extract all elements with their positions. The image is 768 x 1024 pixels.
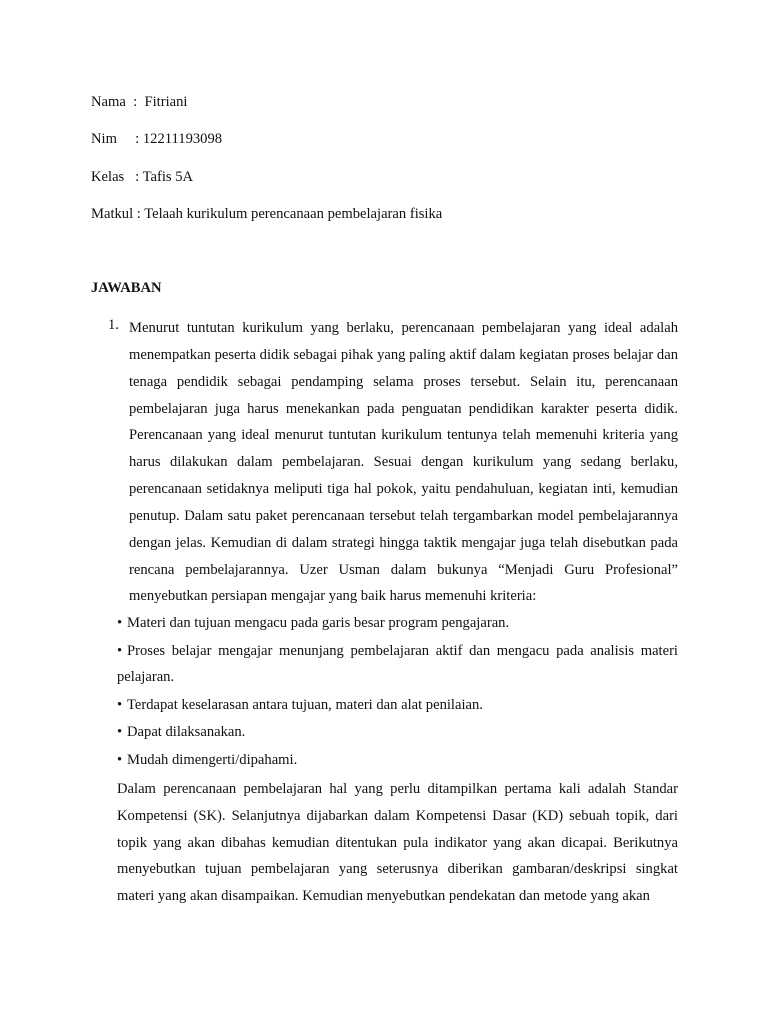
course-line: Matkul : Telaah kurikulum perencanaan pembelajaran fisika xyxy=(91,206,443,222)
bullet-icon: • xyxy=(117,696,123,713)
list-item xyxy=(117,747,678,774)
student-name-line: Nama : Fitriani xyxy=(91,94,188,110)
section-heading: JAWABAN xyxy=(91,280,162,296)
list-item xyxy=(117,638,678,691)
list-item-text: Terdapat keselarasan antara tujuan, materi dan alat penilaian. xyxy=(127,696,483,713)
list-item-text: Dapat dilaksanakan. xyxy=(127,724,246,740)
list-item xyxy=(117,610,678,637)
list-item-text: Proses belajar mengajar menunjang pembelajaran aktif dan mengacu pada analisis materi pelajaran. xyxy=(117,642,678,685)
answer-number: 1. xyxy=(108,317,119,333)
list-item-text: Mudah dimengerti/dipahami. xyxy=(127,751,298,768)
criteria-list xyxy=(117,610,678,774)
answer-paragraph: Menurut tuntutan kurikulum yang berlaku, perencanaan pembelajaran yang ideal adalah menempatkan peserta didik sebagai pihak yang paling aktif dalam kegiatan proses belajar dan tenaga pendidik sebagai pendamping selama proses tersebut. Selain itu, perencanaan pembelajaran juga harus menekankan pada penguatan pendidikan karakter peserta didik. Perencanaan yang ideal menurut tuntutan kurikulum tentunya telah memenuhi kriteria yang harus dilakukan dalam pembelajaran. Sesuai dengan kurikulum yang sedang berlaku, perencanaan setidaknya meliputi tiga hal pokok, yaitu pendahuluan, kegiatan inti, kemudian penutup. Dalam satu paket perencanaan tersebut telah tergambarkan model pembelajarannya dengan jelas. Kemudian di dalam strategi hingga taktik mengajar juga telah disebutkan pada rencana pembelajarannya. Uzer Usman dalam bukunya “Menjadi Guru Profesional” menyebutkan persiapan mengajar yang baik harus memenuhi kriteria: xyxy=(129,320,678,605)
bullet-icon: • xyxy=(117,751,123,768)
bullet-icon: • xyxy=(117,724,123,740)
list-item-text: Materi dan tujuan mengacu pada garis besar program pengajaran. xyxy=(127,615,510,631)
list-item xyxy=(117,692,678,719)
closing-paragraph: Dalam perencanaan pembelajaran hal yang perlu ditampilkan pertama kali adalah Standar Kompetensi (SK). Selanjutnya dijabarkan dalam Kompetensi Dasar (KD) sebuah topik, dari topik yang akan dibahas kemudian ditentukan pula indikator yang akan dicapai. Berikutnya menyebutkan tujuan pembelajaran yang seterusnya diberikan gambaran/deskripsi singkat materi yang akan disampaikan. Kemudian menyebutkan pendekatan dan metode yang akan xyxy=(117,781,678,905)
list-item xyxy=(117,719,678,746)
student-class-line: Kelas : Tafis 5A xyxy=(91,169,194,185)
bullet-icon: • xyxy=(117,615,123,631)
bullet-icon: • xyxy=(117,642,123,659)
student-nim-line: Nim : 12211193098 xyxy=(91,131,223,147)
